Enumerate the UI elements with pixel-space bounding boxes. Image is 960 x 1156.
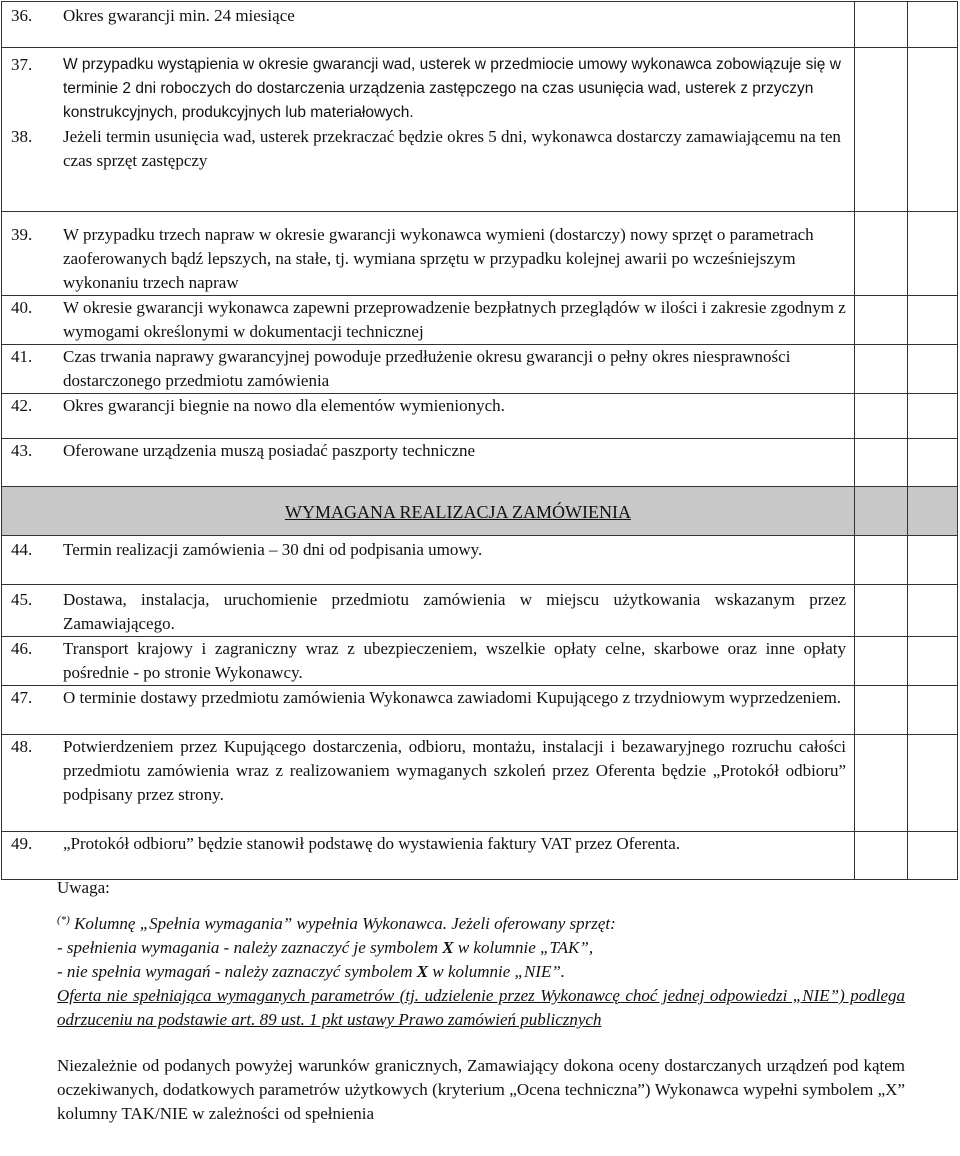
no-cell[interactable] [908,832,958,880]
list-item: 42. Okres gwarancji biegnie na nowo dla elementów wymienionych. [2,394,854,418]
list-item: 44. Termin realizacji zamówienia – 30 dni od podpisania umowy. [2,536,854,562]
table-row [2,296,958,345]
list-item: 43. Oferowane urządzenia muszą posiadać paszporty techniczne [2,439,854,463]
table-row [2,735,958,832]
table-row [2,686,958,735]
no-cell[interactable] [908,637,958,686]
list-item: 47. O terminie dostawy przedmiotu zamówienia Wykonawca zawiadomi Kupującego z trzydniowym wyprzedzeniem. [2,686,854,710]
no-cell[interactable] [908,2,958,48]
item-text: Oferowane urządzenia muszą posiadać paszporty techniczne [63,441,476,460]
requirements-table [1,1,958,880]
no-cell[interactable] [908,296,958,345]
list-item: 41. Czas trwania naprawy gwarancyjnej powoduje przedłużenie okresu gwarancji o pełny okres niesprawności dostarczonego przedmiotu zamówienia [2,345,854,393]
no-cell[interactable] [908,686,958,735]
yes-cell[interactable] [855,345,908,394]
table-row [2,212,958,296]
no-cell[interactable] [908,735,958,832]
yes-cell[interactable] [855,439,908,487]
yes-cell[interactable] [855,585,908,637]
table-row [2,439,958,487]
yes-cell[interactable] [855,2,908,48]
item-text: „Protokół odbioru” będzie stanowił podstawę do wystawienia faktury VAT przez Oferenta. [63,834,681,853]
section-header-row [2,487,958,536]
section-title: WYMAGANA REALIZACJA ZAMÓWIENIA [2,487,854,535]
item-text: Okres gwarancji min. 24 miesiące [63,6,295,25]
item-text: Jeżeli termin usunięcia wad, usterek przekraczać będzie okres 5 dni, wykonawca dostarczy zamawiającemu na ten czas sprzęt zastępczy [63,127,841,170]
table-row [2,394,958,439]
item-text: O terminie dostawy przedmiotu zamówienia Wykonawca zawiadomi Kupującego z trzydniowym wyprzedzeniem. [63,688,842,707]
list-item: 40. W okresie gwarancji wykonawca zapewni przeprowadzenie bezpłatnych przeglądów w ilości i zakresie zgodnym z wymogami określonymi w dokumentacji technicznej [2,296,854,344]
item-text: Okres gwarancji biegnie na nowo dla elementów wymienionych. [63,396,505,415]
list-item: 36. Okres gwarancji min. 24 miesiące [2,2,854,28]
list-item: 38. Jeżeli termin usunięcia wad, usterek przekraczać będzie okres 5 dni, wykonawca dostarczy zamawiającemu na ten czas sprzęt zastępczy [2,125,854,173]
table-row [2,637,958,686]
list-item: 49. „Protokół odbioru” będzie stanowił podstawę do wystawienia faktury VAT przez Oferenta. [2,832,854,856]
notes-line: - spełnienia wymagania - należy zaznaczyć je symbolem X w kolumnie „TAK”, [57,938,594,957]
footnote-marker: (*) [57,914,70,926]
notes-line: (*) Kolumnę „Spełnia wymagania” wypełnia Wykonawca. Jeżeli oferowany sprzęt: [57,914,616,933]
no-cell[interactable] [908,536,958,585]
no-cell[interactable] [908,48,958,212]
no-cell[interactable] [908,585,958,637]
yes-cell[interactable] [855,536,908,585]
yes-cell[interactable] [855,394,908,439]
list-item: 37. W przypadku wystąpienia w okresie gwarancji wad, usterek w przedmiocie umowy wykonawca zobowiązuje się w terminie 2 dni roboczych do dostarczenia urządzenia zastępczego na czas usunięcia wad, usterek z przyczyn konstrukcyjnych, produkcyjnych lub materiałowych. [2,48,854,125]
item-text: W okresie gwarancji wykonawca zapewni przeprowadzenie bezpłatnych przeglądów w ilości i zakresie zgodnym z wymogami określonymi w dokumentacji technicznej [63,298,846,341]
item-text: W przypadku trzech napraw w okresie gwarancji wykonawca wymieni (dostarczy) nowy sprzęt o parametrach zaoferowanych bądź lepszych, na stałe, tj. wymiana sprzętu w przypadku kolejnej awarii po wcześniejszym wykonaniu trzech napraw [63,225,814,292]
item-text: Czas trwania naprawy gwarancyjnej powoduje przedłużenie okresu gwarancji o pełny okres niesprawności dostarczonego przedmiotu zamówienia [63,347,791,390]
list-item: 48. Potwierdzeniem przez Kupującego dostarczenia, odbioru, montażu, instalacji i bezawaryjnego rozruchu całości przedmiotu zamówienia wraz z realizowaniem wymaganych szkoleń przez Oferenta będzie „Protokół odbioru” podpisany przez strony. [2,735,854,807]
item-text: W przypadku wystąpienia w okresie gwarancji wad, usterek w przedmiocie umowy wykonawca zobowiązuje się w terminie 2 dni roboczych do dostarczenia urządzenia zastępczego na czas usunięcia wad, usterek z przyczyn konstrukcyjnych, produkcyjnych lub materiałowych. [63,56,841,121]
list-item: 39. W przypadku trzech napraw w okresie gwarancji wykonawca wymieni (dostarczy) nowy sprzęt o parametrach zaoferowanych bądź lepszych, na stałe, tj. wymiana sprzętu w przypadku kolejnej awarii po wcześniejszym wykonaniu trzech napraw [2,212,854,295]
notes-heading: Uwaga: [57,878,110,897]
evaluation-paragraph: Niezależnie od podanych powyżej warunków granicznych, Zamawiający dokona oceny dostarczanych urządzeń pod kątem oczekiwanych, dodatkowych parametrów użytkowych (kryterium „Ocena techniczna”) Wykonawca wypełni symbolem „X” kolumny TAK/NIE w zależności od spełnienia [57,1056,905,1123]
item-text: Potwierdzeniem przez Kupującego dostarczenia, odbioru, montażu, instalacji i bezawaryjnego rozruchu całości przedmiotu zamówienia wraz z realizowaniem wymaganych szkoleń przez Oferenta będzie „Protokół odbioru” podpisany przez strony. [63,737,846,804]
notes-section [57,876,905,1126]
notes-line: - nie spełnia wymagań - należy zaznaczyć symbolem X w kolumnie „NIE”. [57,962,566,981]
yes-cell[interactable] [855,212,908,296]
yes-cell[interactable] [855,296,908,345]
no-cell[interactable] [908,439,958,487]
item-text: Dostawa, instalacja, uruchomienie przedmiotu zamówienia w miejscu użytkowania wskazanym przez Zamawiającego. [63,590,846,633]
list-item: 45. Dostawa, instalacja, uruchomienie przedmiotu zamówienia w miejscu użytkowania wskazanym przez Zamawiającego. [2,585,854,636]
no-cell[interactable] [908,394,958,439]
yes-cell[interactable] [855,637,908,686]
table-row [2,48,958,212]
yes-cell[interactable] [855,735,908,832]
no-cell[interactable] [908,345,958,394]
yes-cell[interactable] [855,686,908,735]
yes-cell[interactable] [855,832,908,880]
item-text: Transport krajowy i zagraniczny wraz z ubezpieczeniem, wszelkie opłaty celne, skarbowe oraz inne opłaty pośrednie - po stronie Wykonawcy. [63,639,846,682]
table-row [2,2,958,48]
list-item: 46. Transport krajowy i zagraniczny wraz z ubezpieczeniem, wszelkie opłaty celne, skarbowe oraz inne opłaty pośrednie - po stronie Wykonawcy. [2,637,854,685]
yes-cell[interactable] [855,48,908,212]
table-row [2,832,958,880]
item-text: Termin realizacji zamówienia – 30 dni od podpisania umowy. [63,540,483,559]
rejection-note: Oferta nie spełniająca wymaganych parametrów (tj. udzielenie przez Wykonawcę choć jednej odpowiedzi „NIE”) podlega odrzuceniu na podstawie art. 89 ust. 1 pkt ustawy Prawo zamówień publicznych [57,986,905,1029]
table-row [2,536,958,585]
no-cell[interactable] [908,212,958,296]
table-row [2,585,958,637]
table-row [2,345,958,394]
